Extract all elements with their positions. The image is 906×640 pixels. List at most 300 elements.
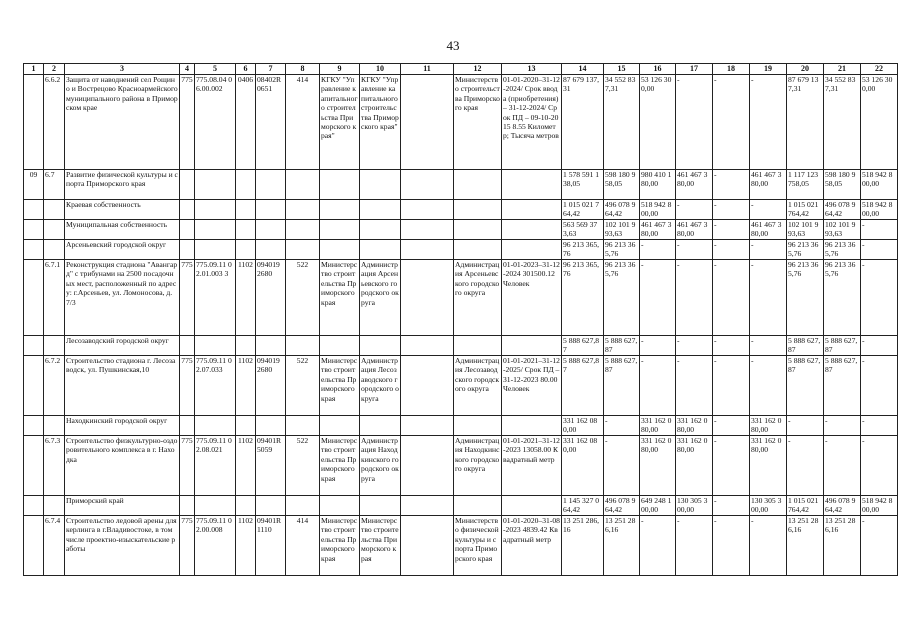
table-cell — [180, 336, 195, 356]
table-cell: 496 078 964,42 — [824, 200, 861, 220]
table-cell: 461 467 380,00 — [676, 170, 713, 200]
table-cell: - — [824, 416, 861, 436]
table-cell: - — [713, 260, 750, 336]
table-cell: 5 888 627,87 — [562, 356, 604, 416]
table-cell: Муниципальная собственность — [65, 220, 180, 240]
table-cell: 775.09.11 02.08.021 — [195, 436, 236, 496]
table-cell — [320, 170, 360, 200]
header-cell: 9 — [320, 64, 360, 75]
table-cell: Администрация Находкинского городского округа — [360, 436, 401, 496]
table-cell: - — [750, 240, 787, 260]
table-cell: Администрация Лесозаводского городского округа — [360, 356, 401, 416]
table-cell — [454, 220, 502, 240]
table-cell: 518 942 800,00 — [861, 170, 898, 200]
table-row — [24, 496, 898, 516]
table-cell: - — [640, 260, 676, 336]
table-cell — [502, 170, 562, 200]
table-cell — [24, 436, 44, 496]
table-cell — [401, 220, 454, 240]
table-cell: 598 180 958,05 — [604, 170, 640, 200]
table-cell: 5 888 627,87 — [824, 356, 861, 416]
table-cell: 775.09.11 02.00.008 — [195, 516, 236, 576]
table-cell: 496 078 964,42 — [604, 496, 640, 516]
table-cell — [454, 416, 502, 436]
table-cell: - — [640, 240, 676, 260]
table-cell: КГКУ "Управление капитального строительства Приморского края" — [360, 75, 401, 170]
table-cell: 13 251 286,16 — [824, 516, 861, 576]
table-cell — [256, 496, 286, 516]
table-cell — [454, 496, 502, 516]
table-cell — [502, 416, 562, 436]
table-cell: 96 213 365,76 — [604, 240, 640, 260]
table-cell: 96 213 365,76 — [787, 260, 824, 336]
table-cell: Реконструкция стадиона "Авангард" с трибунами на 2500 посадочных мест, расположенный по адресу: г.Арсеньев, ул. Ломоносова, д. 7/3 — [65, 260, 180, 336]
table-cell: 87 679 137,31 — [562, 75, 604, 170]
table-cell: - — [676, 516, 713, 576]
table-cell: - — [640, 516, 676, 576]
table-cell: - — [713, 240, 750, 260]
table-cell: 496 078 964,42 — [604, 200, 640, 220]
table-cell — [44, 496, 65, 516]
table-cell: 1 578 591 138,05 — [562, 170, 604, 200]
table-cell: - — [676, 260, 713, 336]
table-cell — [24, 260, 44, 336]
table-cell: 130 305 300,00 — [676, 496, 713, 516]
table-cell — [180, 170, 195, 200]
table-cell — [195, 336, 236, 356]
table-cell: Министерство строительства Приморского края — [320, 516, 360, 576]
table-cell: - — [861, 516, 898, 576]
table-cell: Строительство физкультурно-оздоровительного комплекса в г. Находка — [65, 436, 180, 496]
table-cell: - — [604, 416, 640, 436]
page-number: 43 — [446, 38, 460, 53]
table-cell: 96 213 365,76 — [787, 240, 824, 260]
table-cell: 87 679 137,31 — [787, 75, 824, 170]
table-cell: 598 180 958,05 — [824, 170, 861, 200]
table-cell — [502, 496, 562, 516]
table-cell: 34 552 837,31 — [604, 75, 640, 170]
table-cell — [360, 170, 401, 200]
table-cell — [256, 220, 286, 240]
header-cell: 3 — [65, 64, 180, 75]
table-cell — [286, 220, 320, 240]
table-cell: - — [713, 220, 750, 240]
table-cell — [360, 416, 401, 436]
table-cell: - — [640, 356, 676, 416]
table-cell: - — [640, 336, 676, 356]
table-cell: - — [676, 336, 713, 356]
table-cell: 5 888 627,87 — [604, 336, 640, 356]
table-cell — [24, 516, 44, 576]
table-cell: 518 942 800,00 — [640, 200, 676, 220]
table-cell — [44, 240, 65, 260]
table-cell — [195, 416, 236, 436]
header-cell: 19 — [750, 64, 787, 75]
table-cell: - — [861, 416, 898, 436]
table-cell: 5 888 627,87 — [604, 356, 640, 416]
table-cell: - — [713, 336, 750, 356]
table-cell — [401, 516, 454, 576]
table-cell: 96 213 365,76 — [824, 240, 861, 260]
header-cell: 18 — [713, 64, 750, 75]
table-cell — [320, 496, 360, 516]
table-cell: Защита от наводнений сел Рощино и Вострецово Красноармейского муниципального района в Приморском крае — [65, 75, 180, 170]
header-cell: 22 — [861, 64, 898, 75]
table-cell: 522 — [286, 436, 320, 496]
header-row — [24, 64, 898, 75]
table-cell — [24, 75, 44, 170]
table-cell: 53 126 300,00 — [861, 75, 898, 170]
table-cell — [401, 336, 454, 356]
table-cell — [286, 200, 320, 220]
table-cell: 96 213 365,76 — [604, 260, 640, 336]
table-cell: - — [676, 240, 713, 260]
table-cell: Приморский край — [65, 496, 180, 516]
table-cell: 522 — [286, 260, 320, 336]
table-cell — [180, 240, 195, 260]
table-cell: 331 162 080,00 — [750, 416, 787, 436]
table-cell — [286, 416, 320, 436]
table-cell: 08402R 0651 — [256, 75, 286, 170]
table-cell — [502, 220, 562, 240]
table-cell: 461 467 380,00 — [750, 170, 787, 200]
table-cell: 01-01-2023–31-12-2024 301500.12 Человек — [502, 260, 562, 336]
header-cell: 16 — [640, 64, 676, 75]
table-cell: - — [713, 170, 750, 200]
header-cell: 15 — [604, 64, 640, 75]
table-cell: - — [750, 516, 787, 576]
table-cell: 563 569 373,63 — [562, 220, 604, 240]
table-cell: 5 888 627,87 — [787, 336, 824, 356]
table-cell — [44, 220, 65, 240]
table-cell — [454, 240, 502, 260]
table-cell: 6.7.2 — [44, 356, 65, 416]
table-cell: Министерство строительства Приморского края — [320, 260, 360, 336]
table-cell: 775 — [180, 356, 195, 416]
table-cell — [401, 436, 454, 496]
header-cell: 20 — [787, 64, 824, 75]
table-cell: 775 — [180, 436, 195, 496]
table-row — [24, 260, 898, 336]
table-cell: 5 888 627,87 — [562, 336, 604, 356]
header-cell: 2 — [44, 64, 65, 75]
table-cell: 34 552 837,31 — [824, 75, 861, 170]
table-cell — [44, 416, 65, 436]
table-cell — [502, 240, 562, 260]
table-cell: 518 942 800,00 — [861, 496, 898, 516]
table-cell — [360, 496, 401, 516]
header-cell: 7 — [256, 64, 286, 75]
table-cell: Строительство ледовой арены для керлинга в г.Владивостоке, в том числе проектно-изыскательские работы — [65, 516, 180, 576]
table-cell: - — [861, 240, 898, 260]
table-cell: Администрация Находкинского городского округа — [454, 436, 502, 496]
table-cell — [401, 200, 454, 220]
table-cell — [195, 496, 236, 516]
table-cell — [236, 200, 256, 220]
table-cell: Министерство строительства Приморского края — [320, 436, 360, 496]
table-cell — [236, 240, 256, 260]
table-cell — [24, 416, 44, 436]
table-cell — [502, 336, 562, 356]
table-cell: Краевая собственность — [65, 200, 180, 220]
table-cell: - — [713, 496, 750, 516]
header-cell: 4 — [180, 64, 195, 75]
header-cell: 8 — [286, 64, 320, 75]
table-cell: 1102 — [236, 516, 256, 576]
table-cell — [320, 416, 360, 436]
table-cell — [236, 220, 256, 240]
table-cell — [180, 496, 195, 516]
table-cell: 96 213 365,76 — [562, 260, 604, 336]
table-cell: 09401R 1110 — [256, 516, 286, 576]
table-cell: - — [750, 75, 787, 170]
table-cell — [256, 336, 286, 356]
table-cell: 1102 — [236, 436, 256, 496]
table-cell: 0406 — [236, 75, 256, 170]
table-cell: - — [750, 336, 787, 356]
table-cell: - — [861, 220, 898, 240]
table-cell — [236, 170, 256, 200]
table-cell: 6.6.2 — [44, 75, 65, 170]
table-cell: 775.08.04 06.00.002 — [195, 75, 236, 170]
table-cell — [286, 496, 320, 516]
table-cell: 775 — [180, 516, 195, 576]
table-cell: 1 015 021 764,42 — [562, 200, 604, 220]
table-cell: - — [750, 260, 787, 336]
table-cell — [24, 356, 44, 416]
table-cell: Администрация Арсеньевского городского округа — [360, 260, 401, 336]
table-cell: 102 101 993,63 — [787, 220, 824, 240]
header-cell: 5 — [195, 64, 236, 75]
table-row — [24, 200, 898, 220]
table-cell: 1 015 021 764,42 — [787, 496, 824, 516]
header-cell: 14 — [562, 64, 604, 75]
table-cell: КГКУ "Управление капитального строительства Приморского края" — [320, 75, 360, 170]
table-cell — [256, 200, 286, 220]
table-cell — [256, 416, 286, 436]
header-cell: 10 — [360, 64, 401, 75]
table-cell: Министерство строительства Приморского края — [454, 75, 502, 170]
table-cell — [24, 220, 44, 240]
header-cell: 21 — [824, 64, 861, 75]
table-cell: 1102 — [236, 260, 256, 336]
table-cell: 6.7.1 — [44, 260, 65, 336]
table-cell: 775 — [180, 75, 195, 170]
table-cell: 13 251 286,16 — [787, 516, 824, 576]
table-cell: 5 888 627,87 — [824, 336, 861, 356]
table-cell — [360, 200, 401, 220]
table-cell: 775.09.11 02.01.003 3 — [195, 260, 236, 336]
table-row — [24, 170, 898, 200]
table-cell — [454, 336, 502, 356]
table-cell: 102 101 993,63 — [604, 220, 640, 240]
table-row — [24, 336, 898, 356]
table-cell: 96 213 365,76 — [824, 260, 861, 336]
table-cell: - — [676, 75, 713, 170]
table-cell: 96 213 365,76 — [562, 240, 604, 260]
table-cell — [256, 170, 286, 200]
table-row — [24, 240, 898, 260]
table-cell: 1 145 327 064,42 — [562, 496, 604, 516]
table-cell — [236, 336, 256, 356]
header-cell: 6 — [236, 64, 256, 75]
table-cell: 01-01-2021–31-12-2025/ Срок ПД – 31-12-2023 80.00 Человек — [502, 356, 562, 416]
table-cell: - — [604, 436, 640, 496]
table-cell: - — [713, 356, 750, 416]
table-cell: Администрация Лесозаводского городского округа — [454, 356, 502, 416]
table-row — [24, 416, 898, 436]
table-cell: 518 942 800,00 — [861, 200, 898, 220]
table-cell — [180, 200, 195, 220]
table-cell: - — [750, 356, 787, 416]
table-cell: 331 162 080,00 — [640, 416, 676, 436]
header-cell: 12 — [454, 64, 502, 75]
table-cell: - — [861, 336, 898, 356]
table-cell: Министерство физической культуры и спорта Приморского края — [454, 516, 502, 576]
table-cell: 331 162 080,00 — [640, 436, 676, 496]
table-row — [24, 436, 898, 496]
table-cell — [236, 416, 256, 436]
table-cell: Находкинский городской округ — [65, 416, 180, 436]
table-cell: - — [713, 436, 750, 496]
table-cell: 01-01-2020–31-12-2024/ Срок ввода (приобретения) – 31-12-2024/ Срок ПД – 09-10-2015 8.55 Километр; Тысяча метров — [502, 75, 562, 170]
table-cell: Развитие физической культуры и спорта Приморского края — [65, 170, 180, 200]
table-cell: 331 162 080,00 — [676, 416, 713, 436]
table-cell — [401, 260, 454, 336]
table-cell: Министерство строительства Приморского края — [360, 516, 401, 576]
table-cell: 13 251 286,16 — [604, 516, 640, 576]
table-cell: 331 162 080,00 — [562, 416, 604, 436]
table-cell — [256, 240, 286, 260]
table-cell: Арсеньевский городской округ — [65, 240, 180, 260]
table-cell — [195, 200, 236, 220]
table-cell: 331 162 080,00 — [562, 436, 604, 496]
table-row — [24, 516, 898, 576]
table-cell: 5 888 627,87 — [787, 356, 824, 416]
table-cell: 1 117 123 758,05 — [787, 170, 824, 200]
table-cell: 775 — [180, 260, 195, 336]
table-row — [24, 220, 898, 240]
table-cell: 102 101 993,63 — [824, 220, 861, 240]
table-cell: - — [713, 416, 750, 436]
table-cell: - — [750, 200, 787, 220]
table-cell: - — [713, 516, 750, 576]
table-cell — [24, 496, 44, 516]
table-cell: 980 410 180,00 — [640, 170, 676, 200]
table-cell: - — [861, 260, 898, 336]
table-cell: 1 015 021 764,42 — [787, 200, 824, 220]
table-cell — [320, 240, 360, 260]
table-cell — [360, 220, 401, 240]
header-cell: 13 — [502, 64, 562, 75]
header-cell: 11 — [401, 64, 454, 75]
table-cell: 522 — [286, 356, 320, 416]
table-cell — [180, 416, 195, 436]
table-cell: 09 — [24, 170, 44, 200]
table-cell: Администрация Арсеньевского городского округа — [454, 260, 502, 336]
table-cell: 01-01-2020–31-08-2023 4839.42 Квадратный метр — [502, 516, 562, 576]
table-cell: 094019 2680 — [256, 356, 286, 416]
table-cell: 6.7.4 — [44, 516, 65, 576]
table-cell: 461 467 380,00 — [676, 220, 713, 240]
table-cell — [401, 75, 454, 170]
header-cell: 17 — [676, 64, 713, 75]
table-cell: - — [787, 436, 824, 496]
table-cell — [286, 170, 320, 200]
header-cell: 1 — [24, 64, 44, 75]
table-cell: 6.7.3 — [44, 436, 65, 496]
table-cell: 13 251 286,16 — [562, 516, 604, 576]
budget-table — [23, 63, 898, 576]
table-cell — [320, 220, 360, 240]
table-cell: Министерство строительства Приморского края — [320, 356, 360, 416]
table-cell: 461 467 380,00 — [750, 220, 787, 240]
table-cell: 775.09.11 02.07.033 — [195, 356, 236, 416]
table-cell: Лесозаводский городской округ — [65, 336, 180, 356]
table-cell: - — [713, 200, 750, 220]
table-cell — [401, 356, 454, 416]
table-cell — [236, 496, 256, 516]
table-cell: 6.7 — [44, 170, 65, 200]
table-cell — [454, 200, 502, 220]
table-cell — [401, 416, 454, 436]
table-cell — [195, 240, 236, 260]
table-cell — [195, 170, 236, 200]
table-cell: - — [861, 356, 898, 416]
table-cell — [401, 170, 454, 200]
table-cell: 331 162 080,00 — [676, 436, 713, 496]
table-cell: 01-01-2021–31-12-2023 13058.00 Квадратный метр — [502, 436, 562, 496]
table-cell — [454, 170, 502, 200]
table-cell: - — [787, 416, 824, 436]
table-row — [24, 356, 898, 416]
table-cell — [502, 200, 562, 220]
table-cell: 09401R 5059 — [256, 436, 286, 496]
table-cell: 53 126 300,00 — [640, 75, 676, 170]
table-cell: - — [824, 436, 861, 496]
table-cell — [44, 200, 65, 220]
table-cell — [24, 240, 44, 260]
table-cell — [286, 240, 320, 260]
table-cell: - — [861, 436, 898, 496]
table-cell — [401, 496, 454, 516]
table-cell — [24, 336, 44, 356]
table-cell: 414 — [286, 75, 320, 170]
table-cell — [360, 240, 401, 260]
table-cell — [360, 336, 401, 356]
table-cell: 094019 2680 — [256, 260, 286, 336]
table-cell — [286, 336, 320, 356]
table-cell — [195, 220, 236, 240]
table-cell: 130 305 300,00 — [750, 496, 787, 516]
table-cell: - — [676, 200, 713, 220]
table-cell: 461 467 380,00 — [640, 220, 676, 240]
table-cell — [180, 220, 195, 240]
table-cell — [24, 200, 44, 220]
table-row — [24, 75, 898, 170]
table-cell: 496 078 964,42 — [824, 496, 861, 516]
table-cell — [44, 336, 65, 356]
table-cell: - — [676, 356, 713, 416]
table-cell: 1102 — [236, 356, 256, 416]
table-cell: 331 162 080,00 — [750, 436, 787, 496]
table-cell: 649 248 100,00 — [640, 496, 676, 516]
table-cell — [320, 336, 360, 356]
table-cell: 414 — [286, 516, 320, 576]
table-cell: - — [713, 75, 750, 170]
table-cell — [401, 240, 454, 260]
table-cell: Строительство стадиона г. Лесозаводск, ул. Пушкинская,10 — [65, 356, 180, 416]
